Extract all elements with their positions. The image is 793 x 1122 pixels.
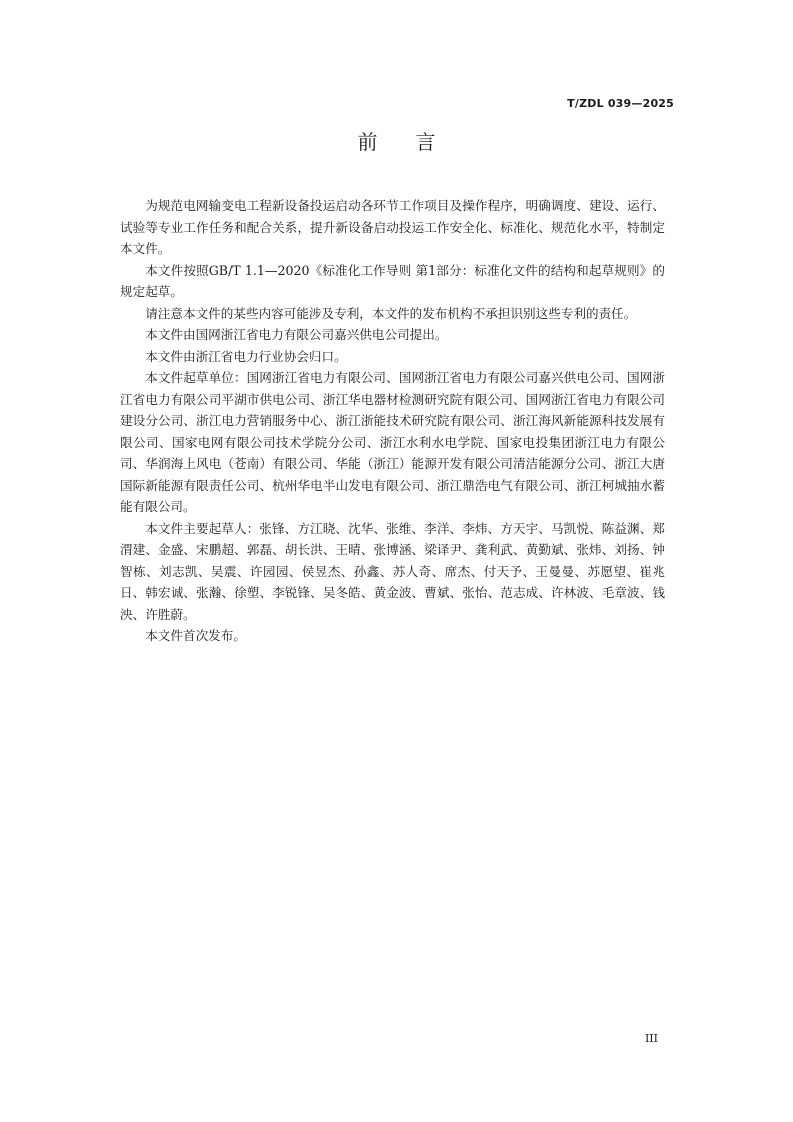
title-char-1: 前 [357,130,378,154]
title-char-2: 言 [415,130,436,154]
paragraph-drafters: 本文件主要起草人：张锋、方江晓、沈华、张维、李洋、李炜、方天宇、马凯悦、陈益渊、郑渭建、金盛、宋鹏超、郭磊、胡长洪、王晴、张博涵、梁译尹、龚利武、黄勤斌、张炜、刘扬、钟智栋、刘志凯、吴震、许园园、侯昱杰、孙鑫、苏人奇、席杰、付天予、王曼曼、苏愿望、崔兆日、韩宏诚、张瀚、徐塑、李锐锋、吴冬皓、黄金波、曹斌、张怡、范志成、许林波、毛章波、钱泱、许胜蔚。 [120,520,665,622]
paragraph-first-release: 本文件首次发布。 [145,628,246,643]
paragraph-administrator: 本文件由浙江省电力行业协会归口。 [145,348,347,364]
paragraph-patent-notice: 请注意本文件的某些内容可能涉及专利，本文件的发布机构不承担识别这些专利的责任。 [145,305,637,321]
paragraph-proposer: 本文件由国网浙江省电力有限公司嘉兴供电公司提出。 [145,327,448,342]
foreword-body [120,195,665,647]
page-number: III [644,1032,658,1045]
paragraph-drafting-units: 本文件起草单位：国网浙江省电力有限公司、国网浙江省电力有限公司嘉兴供电公司、国网浙江省电力有限公司平湖市供电公司、浙江华电器材检测研究院有限公司、国网浙江省电力有限公司建设分公司、浙江电力营销服务中心、浙江浙能技术研究院有限公司、浙江海风新能源科技发展有限公司、国家电网有限公司技术学院分公司、浙江水利水电学院、国家电投集团浙江电力有限公司、华润海上风电（苍南）有限公司、华能（浙江）能源开发有限公司清洁能源分公司、浙江大唐国际新能源有限责任公司、杭州华电半山发电有限公司、浙江鼎浩电气有限公司、浙江柯城抽水蓄能有限公司。 [120,370,665,514]
paragraph-purpose: 为规范电网输变电工程新设备投运启动各环节工作项目及操作程序，明确调度、建设、运行、试验等专业工作任务和配合关系，提升新设备启动投运工作安全化、标准化、规范化水平，特制定本文件。 [120,198,665,256]
page-title [0,129,793,155]
document-id: T/ZDL 039—2025 [567,97,674,110]
paragraph-drafting-rules: 本文件按照GB/T 1.1—2020《标准化工作导则 第1部分：标准化文件的结构和起草规则》的规定起草。 [120,262,665,299]
